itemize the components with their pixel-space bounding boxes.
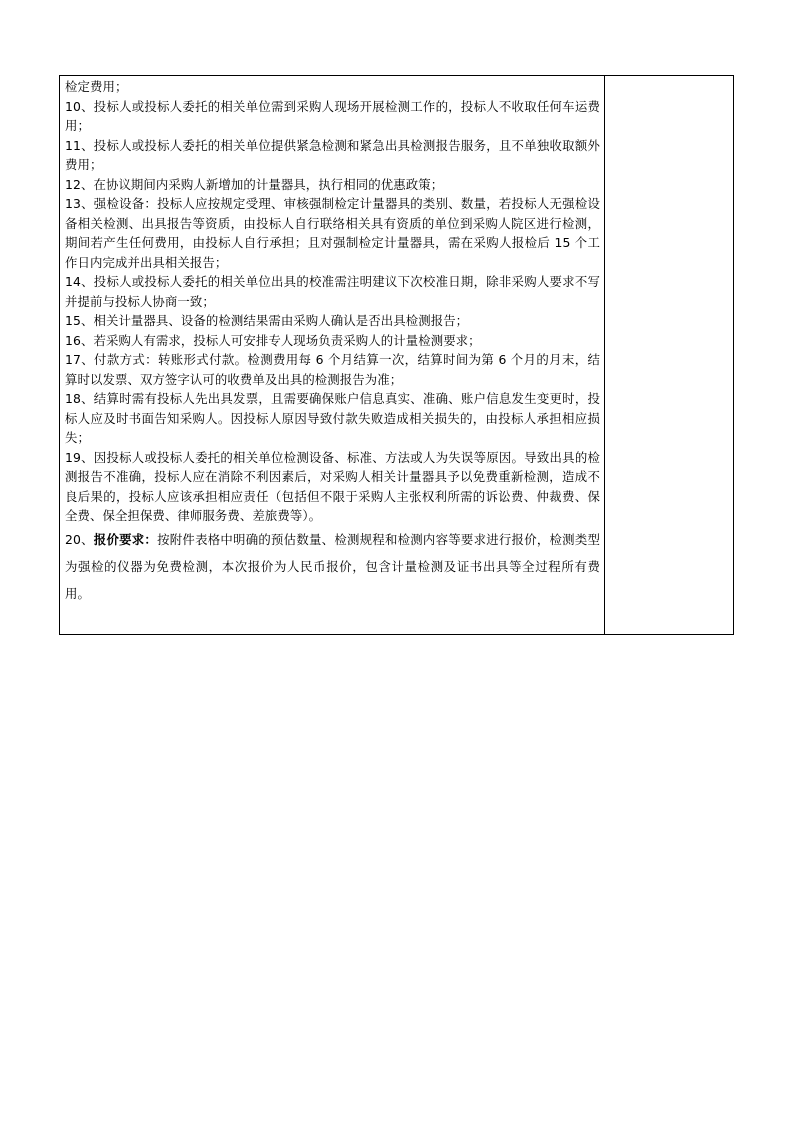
requirements-table — [59, 75, 734, 635]
clause-15: 15、相关计量器具、设备的检测结果需由采购人确认是否出具检测报告； — [65, 313, 469, 328]
clause-20 — [65, 526, 600, 607]
clause-13: 13、强检设备：投标人应按规定受理、审核强制检定计量器具的类别、数量，若投标人无强检设备相关检测、出具报告等资质，由投标人自行联络相关具有资质的单位到采购人院区进行检测，期间若产生任何费用，由投标人自行承担；且对强制检定计量器具，需在采购人报检后 15 个工作日内完成并出具相关报告； — [65, 196, 600, 270]
clause-17: 17、付款方式：转账形式付款。检测费用每 6 个月结算一次，结算时间为第 6 个月的月末，结算时以发票、双方签字认可的收费单及出具的检测报告为准； — [65, 352, 600, 387]
clause-20-label: 报价要求： — [93, 531, 158, 547]
clause-12: 12、在协议期间内采购人新增加的计量器具，执行相同的优惠政策； — [65, 176, 444, 192]
clause-11: 11、投标人或投标人委托的相关单位提供紧急检测和紧急出具检测报告服务，且不单独收取额外费用； — [65, 137, 600, 172]
clause-19: 19、因投标人或投标人委托的相关单位检测设备、标准、方法或人为失误等原因。导致出具的检测报告不准确，投标人应在消除不利因素后，对采购人相关计量器具予以免费重新检测，造成不良后果的，投标人应该承担相应责任（包括但不限于采购人主张权利所需的诉讼费、仲裁费、保全费、保全担保费、律师服务费、差旅费等）。 — [65, 449, 600, 523]
clause-18: 18、结算时需有投标人先出具发票，且需要确保账户信息真实、准确、账户信息发生变更时，投标人应及时书面告知采购人。因投标人原因导致付款失败造成相关损失的，由投标人承担相应损失； — [65, 391, 600, 445]
remarks-cell — [605, 76, 733, 634]
requirements-cell — [60, 76, 605, 634]
clause-9-tail: 检定费用； — [65, 79, 128, 94]
clause-10: 10、投标人或投标人委托的相关单位需到采购人现场开展检测工作的，投标人不收取任何车运费用； — [65, 98, 600, 133]
clause-20-number: 20、 — [65, 531, 94, 547]
clause-16: 16、若采购人有需求，投标人可安排专人现场负责采购人的计量检测要求； — [65, 332, 481, 348]
clause-20-text: 按附件表格中明确的预估数量、检测规程和检测内容等要求进行报价，检测类型为强检的仪器为免费检测，本次报价为人民币报价，包含计量检测及证书出具等全过程所有费用。 — [65, 531, 600, 601]
clause-14: 14、投标人或投标人委托的相关单位出具的校准需注明建议下次校准日期，除非采购人要求不写并提前与投标人协商一致； — [65, 274, 600, 309]
